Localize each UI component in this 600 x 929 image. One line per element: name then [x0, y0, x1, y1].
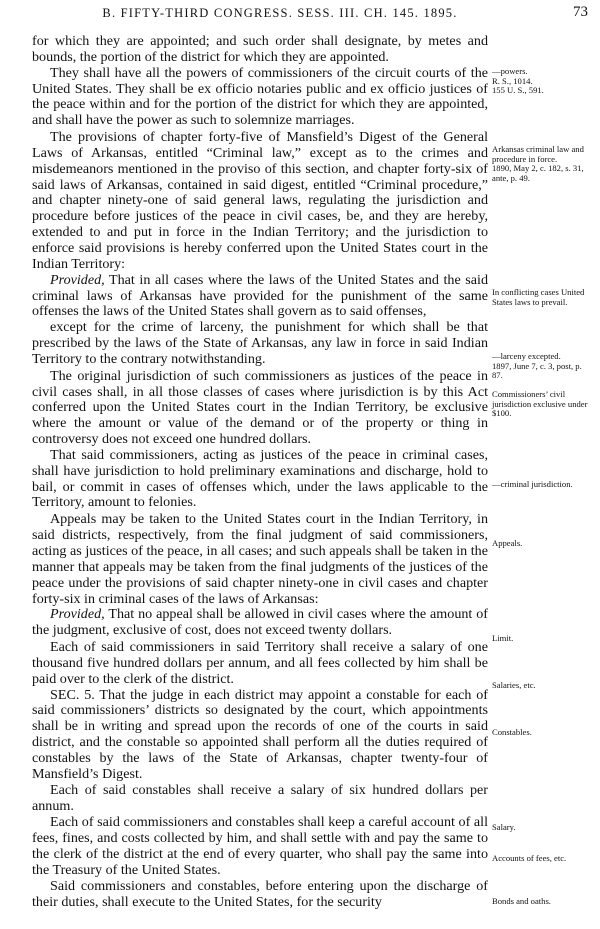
- margin-note: [492, 352, 592, 381]
- paragraph: [32, 273, 488, 321]
- margin-note-citation: 1897, June 7, c. 3, post, p. 87.: [492, 360, 582, 381]
- statute-text: [32, 34, 488, 910]
- page-header: [0, 0, 600, 30]
- margin-note: [492, 145, 592, 183]
- margin-note: [492, 634, 592, 644]
- margin-note-text: —criminal jurisdiction.: [492, 479, 573, 489]
- running-head: B. FIFTY-THIRD CONGRESS. SESS. III. CH. 145. 1895.: [102, 6, 458, 20]
- paragraph: The provisions of chapter forty-five of Mansfield’s Digest of the General Laws of Arkansas, entitled “Criminal law,” except as to the crimes and misdemeanors mentioned in the proviso of this section, and chapter forty-six of said laws of Arkansas, contained in said digest, entitled “Criminal procedure,” and chapter ninety-one of said general laws, regulating the jurisdiction and procedure before justices of the peace in civil cases, be, and they are hereby, extended to and put in force in the Indian Territory; and the jurisdiction to enforce said provisions is hereby conferred upon the United States court in the Indian Territory:: [32, 129, 488, 272]
- margin-note-text: Salaries, etc.: [492, 680, 536, 690]
- paragraph: The original jurisdiction of such commissioners as justices of the peace in civil cases shall, in all those classes of cases where jurisdiction is by this Act conferred upon the United States court in the Indian Territory, be exclusive where the amount or value of the demand or of the property or thing in controversy does not exceed one hundred dollars.: [32, 367, 488, 448]
- margin-note-text: —powers.: [492, 66, 528, 76]
- provided-label: Provided,: [50, 606, 105, 623]
- margin-note: [492, 539, 592, 549]
- page-number: 73: [573, 4, 588, 20]
- paragraph: except for the crime of larceny, the punishment for which shall be that prescribed by the laws of the State of Arkansas, any law in force in said Indian Territory to the contrary notwithstanding.: [32, 319, 488, 367]
- margin-note-citation: 1890, May 2, c. 182, s. 31, ante, p. 49.: [492, 163, 584, 183]
- paragraph: Each of said constables shall receive a salary of six hundred dollars per annum.: [32, 781, 488, 814]
- margin-note-text: Appeals.: [492, 538, 523, 548]
- paragraph: Each of said commissioners and constables shall keep a careful account of all fees, fines, and costs collected by him, and shall settle with and pay the same to the clerk of the district at the end of every quarter, who shall pay the same into the Treasury of the United States.: [32, 814, 488, 878]
- margin-note-text: Constables.: [492, 727, 532, 737]
- paragraph: Appeals may be taken to the United States court in the Indian Territory, in said districts, respectively, from the final judgment of said commissioners, acting as justices of the peace, in all cases; and such appeals shall be taken in the manner that appeals may be taken from the final judgments of the justices of the peace under the provisions of said chapter ninety-one in civil cases and chapter forty-six in criminal cases of the laws of Arkansas:: [32, 511, 488, 607]
- proviso-text: That in all cases where the laws of the United States and the said criminal laws of Arkansas have provided for the punishment of the same offenses the laws of the United States shall govern as to said offenses,: [32, 271, 488, 320]
- provided-label: Provided,: [50, 271, 105, 288]
- margin-note: [492, 897, 592, 907]
- margin-note: [492, 681, 592, 691]
- paragraph: That said commissioners, acting as justices of the peace in criminal cases, shall have jurisdiction to hold preliminary examinations and discharge, hold to bail, or commit in cases of offenses which, under the laws applicable to the Territory, amount to felonies.: [32, 446, 488, 511]
- paragraph: They shall have all the powers of commissioners of the circuit courts of the United States. They shall be ex officio notaries public and ex officio justices of the peace within and for the portion of the district for which they are appointed, and shall have the power as such to solemnize marriages.: [32, 64, 488, 129]
- margin-note: [492, 67, 592, 96]
- margin-note-text: In conflicting cases United States laws to prevail.: [492, 287, 585, 307]
- margin-note-citation: R. S., 1014. 155 U. S., 591.: [492, 75, 544, 96]
- margin-note: [492, 823, 592, 833]
- paragraph: [32, 607, 488, 639]
- margin-note-text: —larceny excepted.: [492, 351, 561, 361]
- margin-note-text: Arkansas criminal law and procedure in force.: [492, 144, 584, 164]
- margin-note-text: Limit.: [492, 633, 514, 643]
- section-5-paragraph: SEC. 5. That the judge in each district may appoint a constable for each of said commissioners’ districts so designated by the court, which appointments shall be in writing and spread upon the records of one of the courts in said district, and the constable so appointed shall perform all the duties required of constables by the laws of the State of Arkansas, chapter twenty-four of Mansfield’s Digest.: [32, 686, 488, 782]
- paragraph: Each of said commissioners in said Territory shall receive a salary of one thousand five hundred dollars per annum, and all fees collected by him shall be paid over to the clerk of the district.: [32, 639, 488, 687]
- margin-note: [492, 854, 592, 864]
- margin-note-text: Bonds and oaths.: [492, 896, 551, 906]
- paragraph: Said commissioners and constables, before entering upon the discharge of their duties, shall execute to the United States, for the security: [32, 877, 488, 910]
- margin-note-text: Salary.: [492, 822, 516, 832]
- margin-note-text: Commissioners’ civil jurisdiction exclusive under $100.: [492, 389, 588, 419]
- margin-note-text: Accounts of fees, etc.: [492, 853, 567, 863]
- margin-note: [492, 390, 592, 419]
- margin-note: [492, 288, 592, 307]
- margin-note: [492, 728, 592, 738]
- proviso-text: That no appeal shall be allowed in civil cases where the amount of the judgment, exclusive of cost, does not exceed twenty dollars.: [32, 606, 488, 639]
- margin-note: [492, 480, 592, 490]
- paragraph: for which they are appointed; and such order shall designate, by metes and bounds, the portion of the district for which they are appointed.: [32, 33, 488, 65]
